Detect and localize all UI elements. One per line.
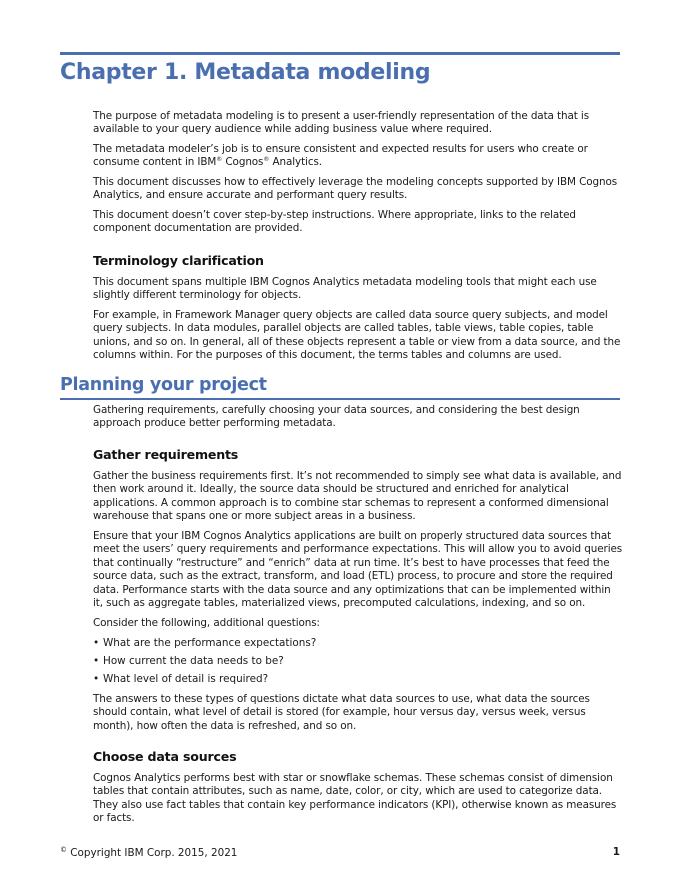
intro-paragraph-2-block — [93, 143, 623, 170]
intro-paragraph-4-block — [93, 209, 623, 236]
terminology-paragraph-2: For example, in Framework Manager query objects are called data source query subjects, and model query subjects. In data modules, parallel objects are called tables, table views, table copies, table unions, and so on. In general, all of these objects represent a table or view from a data source, and the columns within. For the purposes of this document, the terms tables and columns are used. — [93, 309, 621, 362]
choose-paragraph-block — [93, 772, 623, 826]
gather-paragraph-1-block — [93, 470, 623, 524]
intro-paragraph-3-block — [93, 176, 623, 203]
questions-list — [93, 637, 623, 686]
intro-paragraph-1-block — [93, 110, 623, 137]
gather-heading: Gather requirements — [93, 447, 239, 462]
intro-p2-pre: The metadata modeler’s job is to ensure consistent and expected results for users who create or consume content in IBM — [93, 143, 588, 169]
questions-list-block — [93, 637, 623, 686]
section-rule — [60, 398, 620, 400]
intro-p2-post: Analytics. — [269, 156, 322, 169]
chapter-title: Chapter 1. Metadata modeling — [60, 60, 431, 85]
choose-paragraph: Cognos Analytics performs best with star or snowflake schemas. These schemas consist of dimension tables that contain attributes, such as name, date, color, or city, which are used to categorize data. They also use fact tables that contain key performance indicators (KPI), otherwise known as measures or facts. — [93, 772, 617, 825]
registered-mark: ® — [216, 156, 223, 164]
page-number: 1 — [612, 846, 620, 858]
terminology-paragraph-1-block — [93, 276, 623, 303]
intro-paragraph-4: This document doesn’t cover step-by-step instructions. Where appropriate, links to the related component documentation are provided. — [93, 209, 576, 235]
choose-heading: Choose data sources — [93, 749, 237, 764]
planning-paragraph: Gathering requirements, carefully choosing your data sources, and considering the best design approach produce better performing metadata. — [93, 404, 580, 430]
list-item: • What level of detail is required? — [93, 673, 623, 686]
gather-paragraph-4-block — [93, 693, 623, 733]
intro-paragraph-1: The purpose of metadata modeling is to present a user-friendly representation of the data that is available to your query audience while adding business value where required. — [93, 110, 590, 136]
terminology-heading: Terminology clarification — [93, 253, 264, 268]
chapter-rule — [60, 52, 620, 55]
gather-paragraph-3-block — [93, 617, 623, 630]
footer-copyright — [60, 846, 237, 859]
copyright-symbol: © — [60, 846, 67, 854]
intro-paragraph-3: This document discusses how to effectively leverage the modeling concepts supported by IBM Cognos Analytics, and ensure accurate and performant query results. — [93, 176, 618, 202]
terminology-paragraph-2-block — [93, 309, 623, 363]
intro-paragraph-2 — [93, 143, 623, 170]
section-title-planning: Planning your project — [60, 375, 267, 395]
list-item: • How current the data needs to be? — [93, 655, 623, 668]
list-item: • What are the performance expectations? — [93, 637, 623, 650]
intro-p2-mid: Cognos — [222, 156, 264, 169]
gather-paragraph-2: Ensure that your IBM Cognos Analytics applications are built on properly structured data sources that meet the users’ query requirements and performance expectations. This will allow you to avoid queries that continually “restructure” and “enrich” data at run time. It’s best to have processes that feed the source data, such as the extract, transform, and load (ETL) process, to procure and store the required data. Performance starts with the data source and any optimizations that can be implemented within it, such as aggregate tables, materialized views, precomputed calculations, indexing, and so on. — [93, 530, 623, 610]
gather-paragraph-3: Consider the following, additional questions: — [93, 617, 320, 629]
gather-paragraph-4: The answers to these types of questions dictate what data sources to use, what data the sources should contain, what level of detail is stored (for example, hour versus day, versus week, versus month), how often the data is refreshed, and so on. — [93, 693, 590, 732]
gather-paragraph-2-block — [93, 530, 623, 610]
terminology-paragraph-1: This document spans multiple IBM Cognos Analytics metadata modeling tools that might each use slightly different terminology for objects. — [93, 276, 597, 302]
planning-paragraph-block — [93, 404, 623, 431]
gather-paragraph-1: Gather the business requirements first. It’s not recommended to simply see what data is available, and then work around it. Ideally, the source data should be structured and enriched for analytical applications. A common approach is to combine star schemas to represent a conformed dimensional warehouse that spans one or more subject areas in a business. — [93, 470, 622, 523]
registered-mark-2: ® — [263, 156, 270, 164]
copyright-text: Copyright IBM Corp. 2015, 2021 — [67, 847, 238, 859]
